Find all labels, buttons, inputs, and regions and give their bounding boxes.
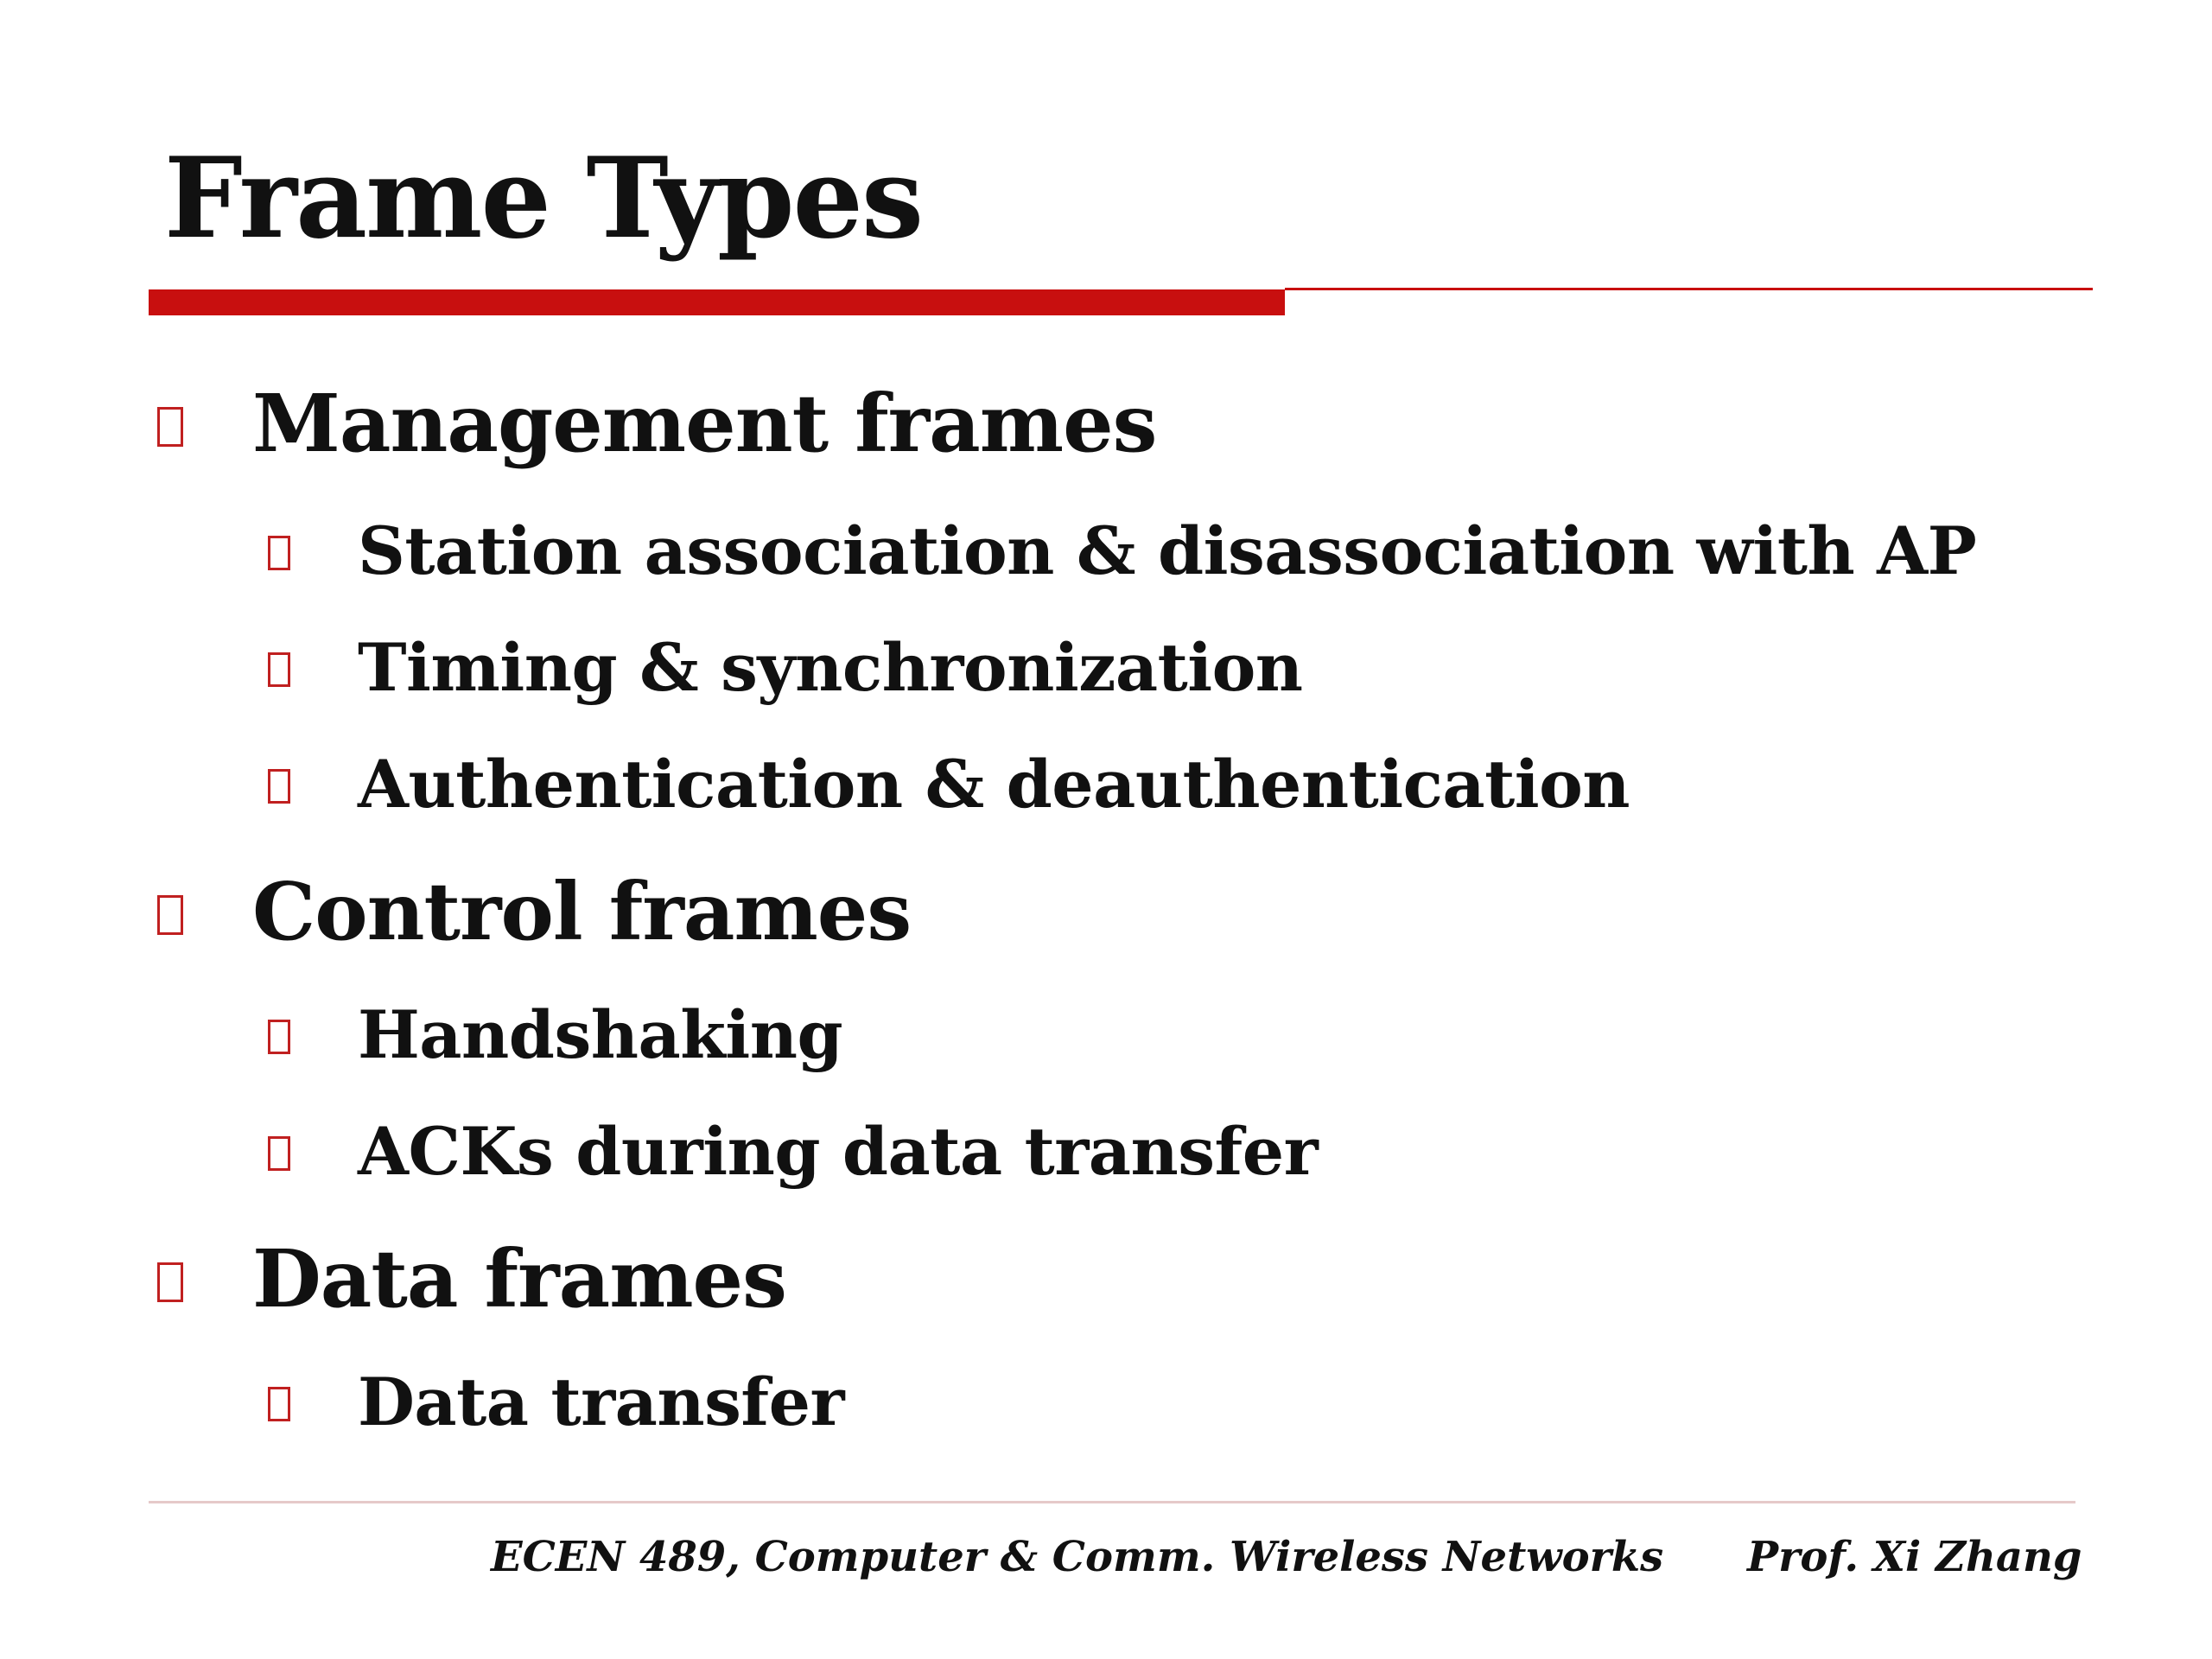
bullet-text: Management frames — [252, 377, 1157, 470]
sub-bullet-text: Handshaking — [358, 996, 843, 1073]
footer-author: Prof. Xi Zhang — [1747, 1533, 2082, 1581]
title-underline-thick — [149, 289, 1285, 315]
footer-course-name: ECEN 489, Computer & Comm. Wireless Networks — [491, 1533, 1664, 1581]
sub-bullet-text: Authentication & deauthentication — [358, 746, 1630, 823]
bullet-text: Control frames — [252, 865, 912, 958]
footer-divider — [149, 1501, 2075, 1503]
sub-bullet-item — [268, 743, 1630, 826]
hollow-square-bullet-icon — [157, 895, 183, 935]
bullet-item-management-frames — [157, 376, 1156, 471]
hollow-square-bullet-icon — [157, 407, 183, 447]
title-underline-thin — [1285, 288, 2093, 290]
sub-bullet-item — [268, 1110, 1318, 1193]
hollow-square-bullet-icon — [157, 1262, 183, 1302]
bullet-text: Data frames — [252, 1232, 786, 1325]
sub-bullet-text: Station association & disassociation with AP — [358, 512, 1977, 589]
sub-bullet-item — [268, 994, 842, 1077]
hollow-square-bullet-icon — [268, 536, 290, 570]
sub-bullet-item — [268, 626, 1303, 709]
sub-bullet-text: Data transfer — [358, 1363, 844, 1440]
bullet-item-data-frames — [157, 1231, 786, 1326]
sub-bullet-item — [268, 1361, 844, 1444]
slide-title: Frame Types — [164, 134, 922, 264]
hollow-square-bullet-icon — [268, 652, 290, 687]
sub-bullet-text: Timing & synchronization — [358, 629, 1303, 706]
hollow-square-bullet-icon — [268, 769, 290, 804]
bullet-item-control-frames — [157, 864, 911, 959]
sub-bullet-item — [268, 510, 1976, 593]
sub-bullet-text: ACKs during data transfer — [358, 1113, 1319, 1190]
hollow-square-bullet-icon — [268, 1387, 290, 1421]
hollow-square-bullet-icon — [268, 1136, 290, 1171]
hollow-square-bullet-icon — [268, 1020, 290, 1054]
